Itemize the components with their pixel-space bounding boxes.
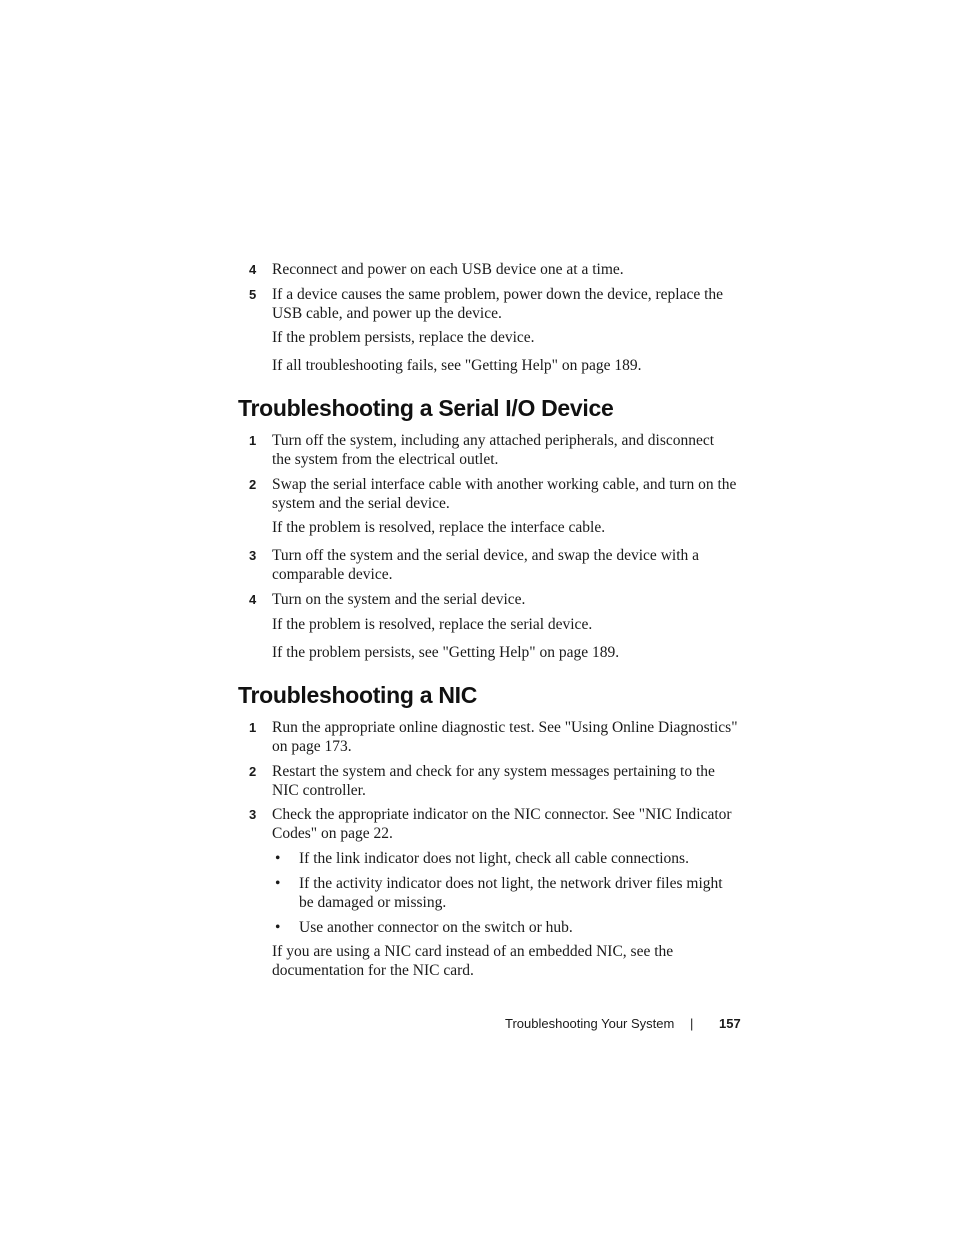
footer-separator: |	[690, 1016, 694, 1031]
note-text: If you are using a NIC card instead of an embedded NIC, see the documentation for the NIC card.	[272, 943, 674, 979]
bullet-glyph: •	[275, 850, 281, 867]
step-text: Restart the system and check for any system messages pertaining to the NIC controller.	[272, 763, 715, 799]
note-text: If the problem persists, replace the device.	[272, 329, 535, 346]
note-text: If all troubleshooting fails, see "Getting Help" on page 189.	[272, 357, 642, 374]
step-text: Turn off the system and the serial device, and swap the device with a comparable device.	[272, 547, 699, 583]
step-text: Turn on the system and the serial device.	[272, 591, 526, 608]
step-number: 2	[249, 764, 257, 779]
note-text: If the problem is resolved, replace the serial device.	[272, 616, 593, 633]
bullet-glyph: •	[275, 875, 281, 892]
note-text: If the problem persists, see "Getting Help" on page 189.	[272, 644, 620, 661]
section-heading-nic: Troubleshooting a NIC	[238, 682, 478, 708]
step-number: 5	[249, 287, 257, 302]
section-heading-serial: Troubleshooting a Serial I/O Device	[238, 395, 614, 421]
step-number: 3	[249, 807, 257, 822]
bullet-text: If the link indicator does not light, check all cable connections.	[299, 850, 689, 867]
step-text: Run the appropriate online diagnostic test. See "Using Online Diagnostics" on page 173.	[272, 719, 738, 755]
step-number: 2	[249, 477, 257, 492]
footer-section-title: Troubleshooting Your System	[505, 1016, 675, 1031]
step-number: 1	[249, 433, 257, 448]
step-text: Check the appropriate indicator on the NIC connector. See "NIC Indicator Codes" on page 22.	[272, 806, 732, 842]
step-text: If a device causes the same problem, power down the device, replace the USB cable, and power up the device.	[272, 286, 724, 322]
step-text: Reconnect and power on each USB device one at a time.	[272, 261, 624, 278]
bullet-glyph: •	[275, 919, 281, 936]
step-text: Swap the serial interface cable with another working cable, and turn on the system and the serial device.	[272, 476, 737, 512]
page-number: 157	[719, 1016, 741, 1031]
step-number: 3	[249, 548, 257, 563]
step-number: 4	[249, 262, 257, 277]
step-text: Turn off the system, including any attached peripherals, and disconnect the system from the electrical outlet.	[272, 432, 715, 468]
note-text: If the problem is resolved, replace the interface cable.	[272, 519, 606, 536]
step-number: 1	[249, 720, 257, 735]
bullet-text: If the activity indicator does not light, the network driver files might be damaged or missing.	[299, 875, 723, 911]
step-number: 4	[249, 592, 257, 607]
bullet-text: Use another connector on the switch or hub.	[299, 919, 573, 936]
